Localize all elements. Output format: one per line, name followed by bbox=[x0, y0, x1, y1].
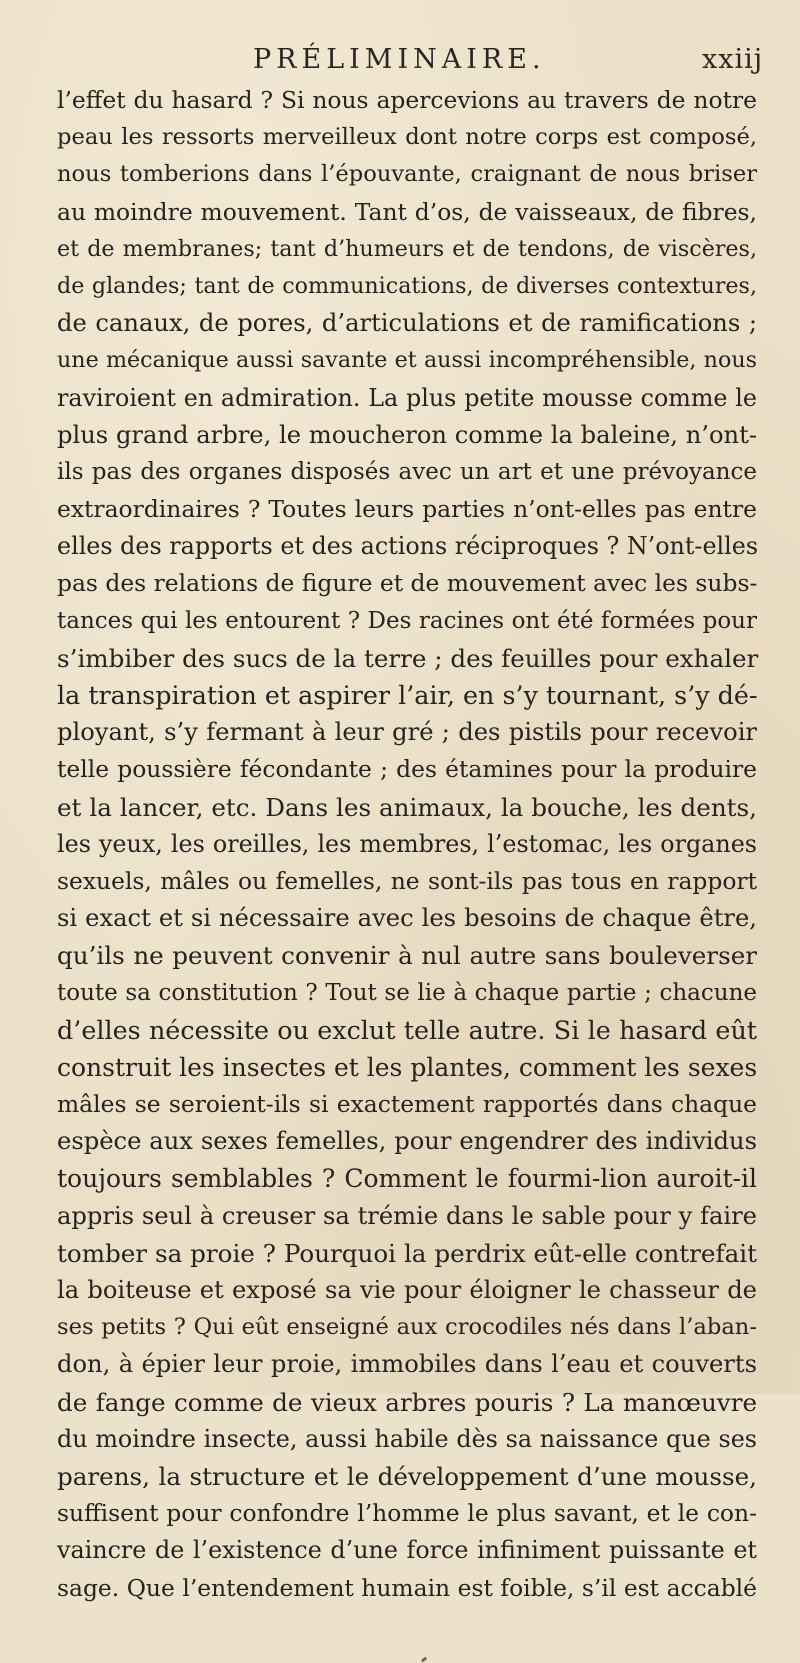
text-line: toute sa constitution ? Tout se lie à chaque partie ; chacune bbox=[57, 979, 757, 1006]
text-line: ils pas des organes disposés avec un art et une prévoyance bbox=[57, 458, 757, 485]
text-line: si exact et si nécessaire avec les besoins de chaque être, bbox=[57, 904, 757, 933]
text-line: suffisent pour confondre l’homme le plus savant, et le con- bbox=[57, 1499, 757, 1528]
text-line: extraordinaires ? Toutes leurs parties n’ont-elles pas entre bbox=[57, 495, 757, 524]
text-line: mâles se seroient-ils si exactement rapportés dans chaque bbox=[57, 1090, 757, 1119]
text-line: peau les ressorts merveilleux dont notre corps est composé, bbox=[57, 124, 757, 151]
text-line: parens, la structure et le développement d’une mousse, bbox=[57, 1461, 757, 1491]
text-line: construit les insectes et les plantes, comment les sexes bbox=[57, 1052, 758, 1082]
text-line: la boiteuse et exposé sa vie pour éloigner le chasseur de bbox=[57, 1276, 757, 1304]
text-line: ses petits ? Qui eût enseigné aux crocodiles nés dans l’aban- bbox=[57, 1314, 757, 1341]
text-line: du moindre insecte, aussi habile dès sa naissance que ses bbox=[57, 1424, 757, 1453]
text-line: de canaux, de pores, d’articulations et de ramifications ; bbox=[57, 309, 757, 338]
text-line: don, à épier leur proie, immobiles dans l’eau et couverts bbox=[57, 1350, 757, 1379]
text-line: pas des relations de figure et de mouvement avec les subs- bbox=[57, 569, 758, 598]
running-head bbox=[0, 30, 800, 80]
text-line: vaincre de l’existence d’une force infiniment puissante et bbox=[57, 1536, 757, 1565]
text-line: les yeux, les oreilles, les membres, l’estomac, les organes bbox=[57, 829, 757, 858]
text-line: et la lancer, etc. Dans les animaux, la bouche, les dents, bbox=[57, 792, 757, 822]
text-line: raviroient en admiration. La plus petite mousse comme le bbox=[57, 383, 757, 412]
text-line: sage. Que l’entendement humain est foible, s’il est accablé bbox=[57, 1573, 757, 1602]
text-line: une mécanique aussi savante et aussi incompréhensible, nous bbox=[57, 347, 757, 374]
body-text bbox=[57, 82, 757, 1607]
text-line: tomber sa proie ? Pourquoi la perdrix eût-elle contrefait bbox=[57, 1238, 757, 1268]
text-line: d’elles nécessite ou exclut telle autre. Si le hasard eût bbox=[57, 1014, 757, 1045]
text-line: nous tomberions dans l’épouvante, craignant de nous briser bbox=[57, 161, 757, 188]
text-line: plus grand arbre, le moucheron comme la baleine, n’ont- bbox=[57, 420, 757, 449]
text-line: elles des rapports et des actions réciproques ? N’ont-elles bbox=[57, 532, 759, 561]
text-line: appris seul à creuser sa trémie dans le sable pour y faire bbox=[57, 1201, 757, 1230]
text-line: s’imbiber des sucs de la terre ; des feuilles pour exhaler bbox=[57, 643, 759, 673]
running-title: PRÉLIMINAIRE. bbox=[253, 44, 546, 75]
text-line: la transpiration et aspirer l’air, en s’y tournant, s’y dé- bbox=[57, 680, 758, 710]
text-line: sexuels, mâles ou femelles, ne sont-ils pas tous en rapport bbox=[57, 866, 757, 895]
text-line: ployant, s’y fermant à leur gré ; des pistils pour recevoir bbox=[57, 718, 757, 747]
text-line: au moindre mouvement. Tant d’os, de vaisseaux, de fibres, bbox=[57, 197, 757, 226]
text-line: toujours semblables ? Comment le fourmi-lion auroit-il bbox=[57, 1164, 757, 1194]
text-line: telle poussière fécondante ; des étamines pour la produire bbox=[57, 755, 757, 784]
page-number: xxiij bbox=[702, 44, 764, 75]
ink-speck bbox=[421, 1656, 428, 1662]
text-line: l’effet du hasard ? Si nous apercevions au travers de notre bbox=[57, 86, 757, 114]
text-line: et de membranes; tant d’humeurs et de tendons, de viscères, bbox=[57, 235, 757, 262]
text-line: qu’ils ne peuvent convenir à nul autre sans bouleverser bbox=[57, 941, 757, 971]
text-line: de fange comme de vieux arbres pouris ? La manœuvre bbox=[57, 1387, 757, 1417]
text-line: de glandes; tant de communications, de diverses contextures, bbox=[57, 272, 757, 299]
text-line: tances qui les entourent ? Des racines ont été formées pour bbox=[57, 607, 757, 634]
text-line: espèce aux sexes femelles, pour engendrer des individus bbox=[57, 1127, 757, 1156]
